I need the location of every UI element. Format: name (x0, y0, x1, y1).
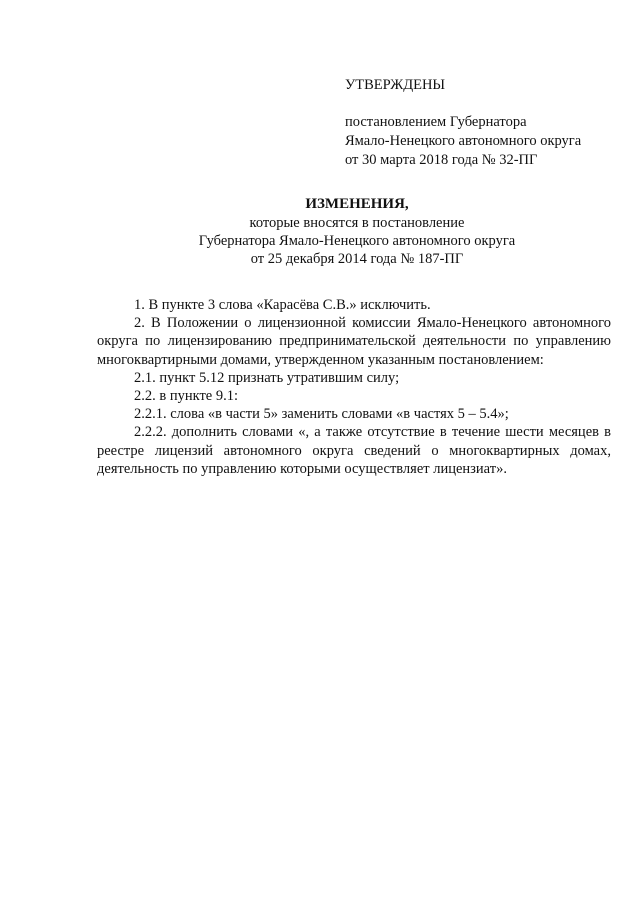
document-body (97, 296, 611, 478)
title-heading: ИЗМЕНЕНИЯ, (305, 196, 409, 212)
title-line-2: Губернатора Ямало-Ненецкого автономного округа (198, 233, 516, 249)
title-line-1: которые вносятся в постановление (249, 215, 465, 231)
item-1: 1. В пункте 3 слова «Карасёва С.В.» исключить. (134, 297, 431, 313)
document-title (97, 195, 617, 268)
item-2-2-1: 2.2.1. слова «в части 5» заменить словами «в частях 5 – 5.4»; (134, 406, 509, 423)
item-2: 2. В Положении о лицензионной комиссии Ямало-Ненецкого автономного округа по лицензированию предпринимательской деятельности по управлению многоквартирными домами, утвержденном указанным постановлением: (97, 315, 611, 368)
approval-stamp-block (345, 76, 605, 170)
item-2-2-2: 2.2.2. дополнить словами «, а также отсутствие в течение шести месяцев в реестре лицензий автономного округа сведений о многоквартирных домах, деятельность по управлению которыми осуществляет лицензиат». (97, 424, 611, 477)
approval-line-3: от 30 марта 2018 года № 32-ПГ (345, 152, 538, 168)
approval-stamp: УТВЕРЖДЕНЫ (345, 77, 446, 93)
item-2-2: 2.2. в пункте 9.1: (134, 388, 239, 405)
approval-line-2: Ямало-Ненецкого автономного округа (345, 133, 582, 149)
item-2-1: 2.1. пункт 5.12 признать утратившим силу; (134, 369, 400, 386)
approval-line-1: постановлением Губернатора (345, 114, 527, 130)
title-line-3: от 25 декабря 2014 года № 187-ПГ (250, 251, 464, 267)
